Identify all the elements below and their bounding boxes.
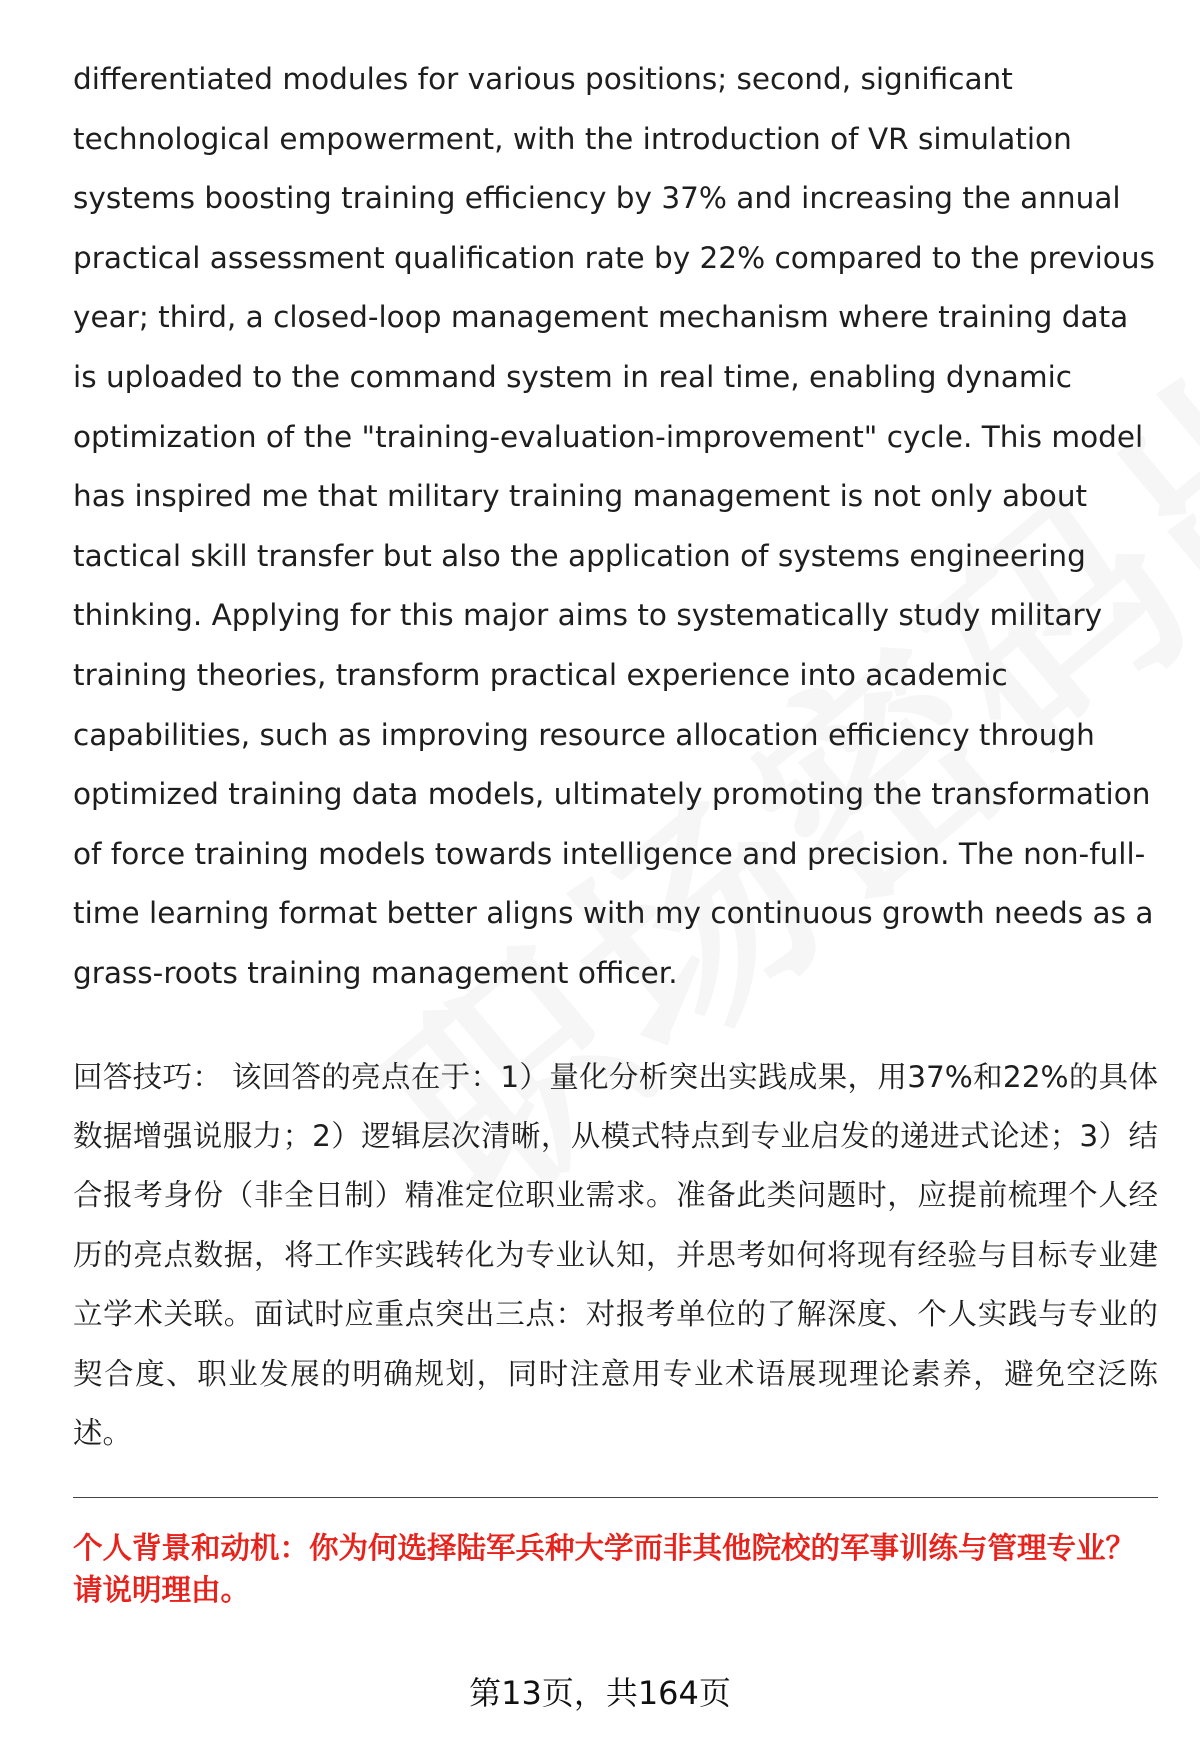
interview-question: 个人背景和动机：你为何选择陆军兵种大学而非其他院校的军事训练与管理专业？请说明理由。 [73,1531,1136,1607]
answer-tip-paragraph: 回答技巧： 该回答的亮点在于：1）量化分析突出实践成果，用37%和22%的具体数据增强说服力；2）逻辑层次清晰，从模式特点到专业启发的递进式论述；3）结合报考身份（非全日制）精准定位职业需求。准备此类问题时，应提前梳理个人经历的亮点数据，将工作实践转化为专业认知，并思考如何将现有经验与目标专业建立学术关联。面试时应重点突出三点：对报考单位的了解深度、个人实践与专业的契合度、职业发展的明确规划，同时注意用专业术语展现理论素养，避免空泛陈述。 [73,1059,1158,1450]
section-divider [73,1497,1158,1498]
answer-paragraph: differentiated modules for various positions; second, significant technological empowerment, with the introduction of VR simulation systems boosting training efficiency by 37% and increasing the annual practical assessment qualification rate by 22% compared to the previous year; third, a closed-loop management mechanism where training data is uploaded to the command system in real time, enabling dynamic optimization of the "training-evaluation-improvement" cycle. This model has inspired me that military training management is not only about tactical skill transfer but also the application of systems engineering thinking. Applying for this major aims to systematically study military training theories, transform practical experience into academic capabilities, such as improving resource allocation efficiency through optimized training data models, ultimately promoting the transformation of force training models towards intelligence and precision. The non-full-time learning format better aligns with my continuous growth needs as a grass-roots training management officer. [73,62,1155,990]
page-number: 第13页，共164页 [469,1674,731,1712]
page-content [73,50,1158,1463]
